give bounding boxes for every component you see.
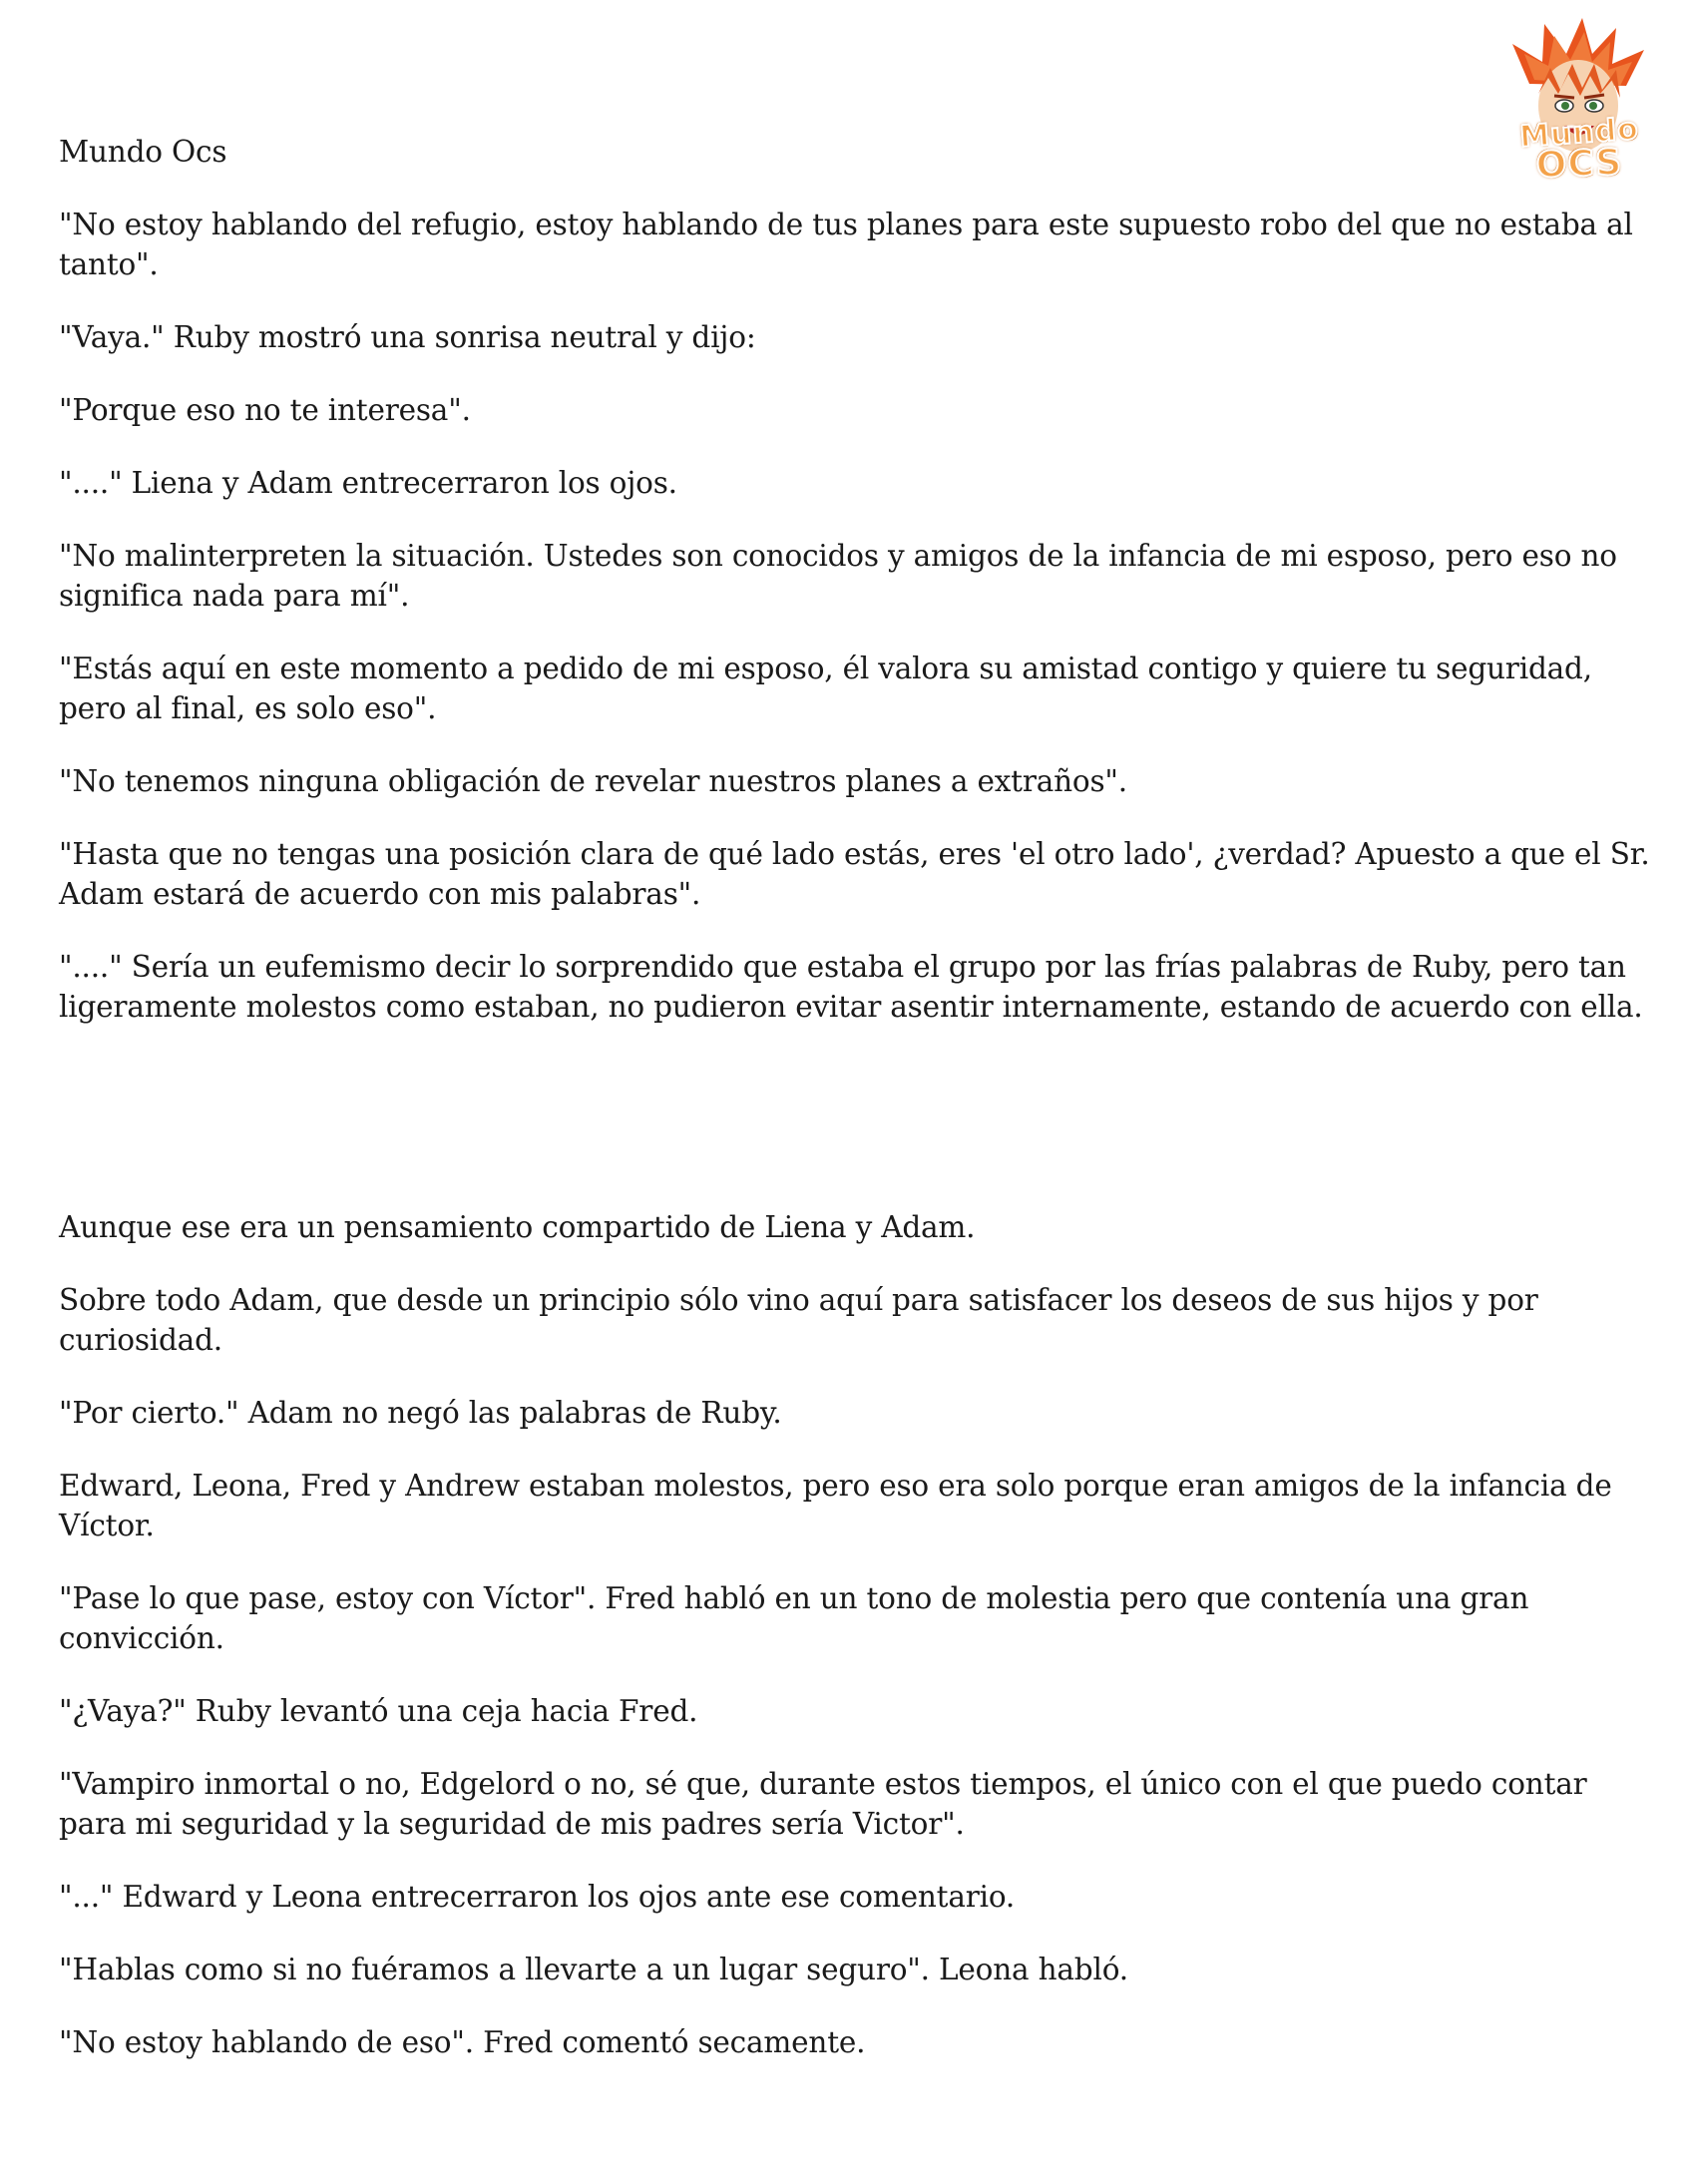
paragraph: "...." Liena y Adam entrecerraron los ojos. bbox=[59, 466, 677, 500]
paragraph: "Hasta que no tengas una posición clara de qué lado estás, eres 'el otro lado', ¿verdad? Apuesto a que el Sr. Adam estará de acuerdo con mis palabras". bbox=[59, 837, 1650, 911]
paragraph: "No malinterpreten la situación. Ustedes son conocidos y amigos de la infancia de mi esposo, pero eso no significa nada para mí". bbox=[59, 539, 1617, 613]
paragraph: "Vampiro inmortal o no, Edgelord o no, sé que, durante estos tiempos, el único con el que puedo contar para mi seguridad y la seguridad de mis padres sería Victor". bbox=[59, 1767, 1587, 1841]
paragraph: "No estoy hablando del refugio, estoy hablando de tus planes para este supuesto robo del que no estaba al tanto". bbox=[59, 208, 1633, 281]
logo-text-line1: Mundo bbox=[1518, 111, 1640, 156]
paragraph: "Estás aquí en este momento a pedido de mi esposo, él valora su amistad contigo y quiere tu seguridad, pero al final, es solo eso". bbox=[59, 652, 1592, 725]
paragraph: "No tenemos ninguna obligación de revelar nuestros planes a extraños". bbox=[59, 764, 1127, 798]
paragraph: "Hablas como si no fuéramos a llevarte a un lugar seguro". Leona habló. bbox=[59, 1953, 1128, 1986]
paragraph: "No estoy hablando de eso". Fred comentó secamente. bbox=[59, 2025, 866, 2059]
text-section-a bbox=[59, 132, 1655, 1060]
page-header-title: Mundo Ocs bbox=[59, 135, 227, 169]
paragraph: "Por cierto." Adam no negó las palabras de Ruby. bbox=[59, 1396, 782, 1430]
paragraph: "¿Vaya?" Ruby levantó una ceja hacia Fred. bbox=[59, 1694, 698, 1728]
paragraph: "Vaya." Ruby mostró una sonrisa neutral y dijo: bbox=[59, 320, 756, 354]
paragraph: Edward, Leona, Fred y Andrew estaban molestos, pero eso era solo porque eran amigos de la infancia de Víctor. bbox=[59, 1469, 1612, 1542]
paragraph: Sobre todo Adam, que desde un principio sólo vino aquí para satisfacer los deseos de sus hijos y por curiosidad. bbox=[59, 1283, 1538, 1357]
paragraph: "Porque eso no te interesa". bbox=[59, 393, 471, 427]
paragraph: "...." Sería un eufemismo decir lo sorprendido que estaba el grupo por las frías palabras de Ruby, pero tan ligeramente molestos como estaban, no pudieron evitar asentir internamente, estando de acuerdo con ella. bbox=[59, 950, 1643, 1024]
text-section-b bbox=[59, 1207, 1655, 2095]
paragraph: "..." Edward y Leona entrecerraron los ojos ante ese comentario. bbox=[59, 1880, 1016, 1914]
paragraph: "Pase lo que pase, estoy con Víctor". Fred habló en un tono de molestia pero que contenía una gran convicción. bbox=[59, 1581, 1529, 1655]
logo-text-line2: OCS bbox=[1534, 142, 1624, 187]
paragraph: Aunque ese era un pensamiento compartido de Liena y Adam. bbox=[59, 1210, 976, 1244]
